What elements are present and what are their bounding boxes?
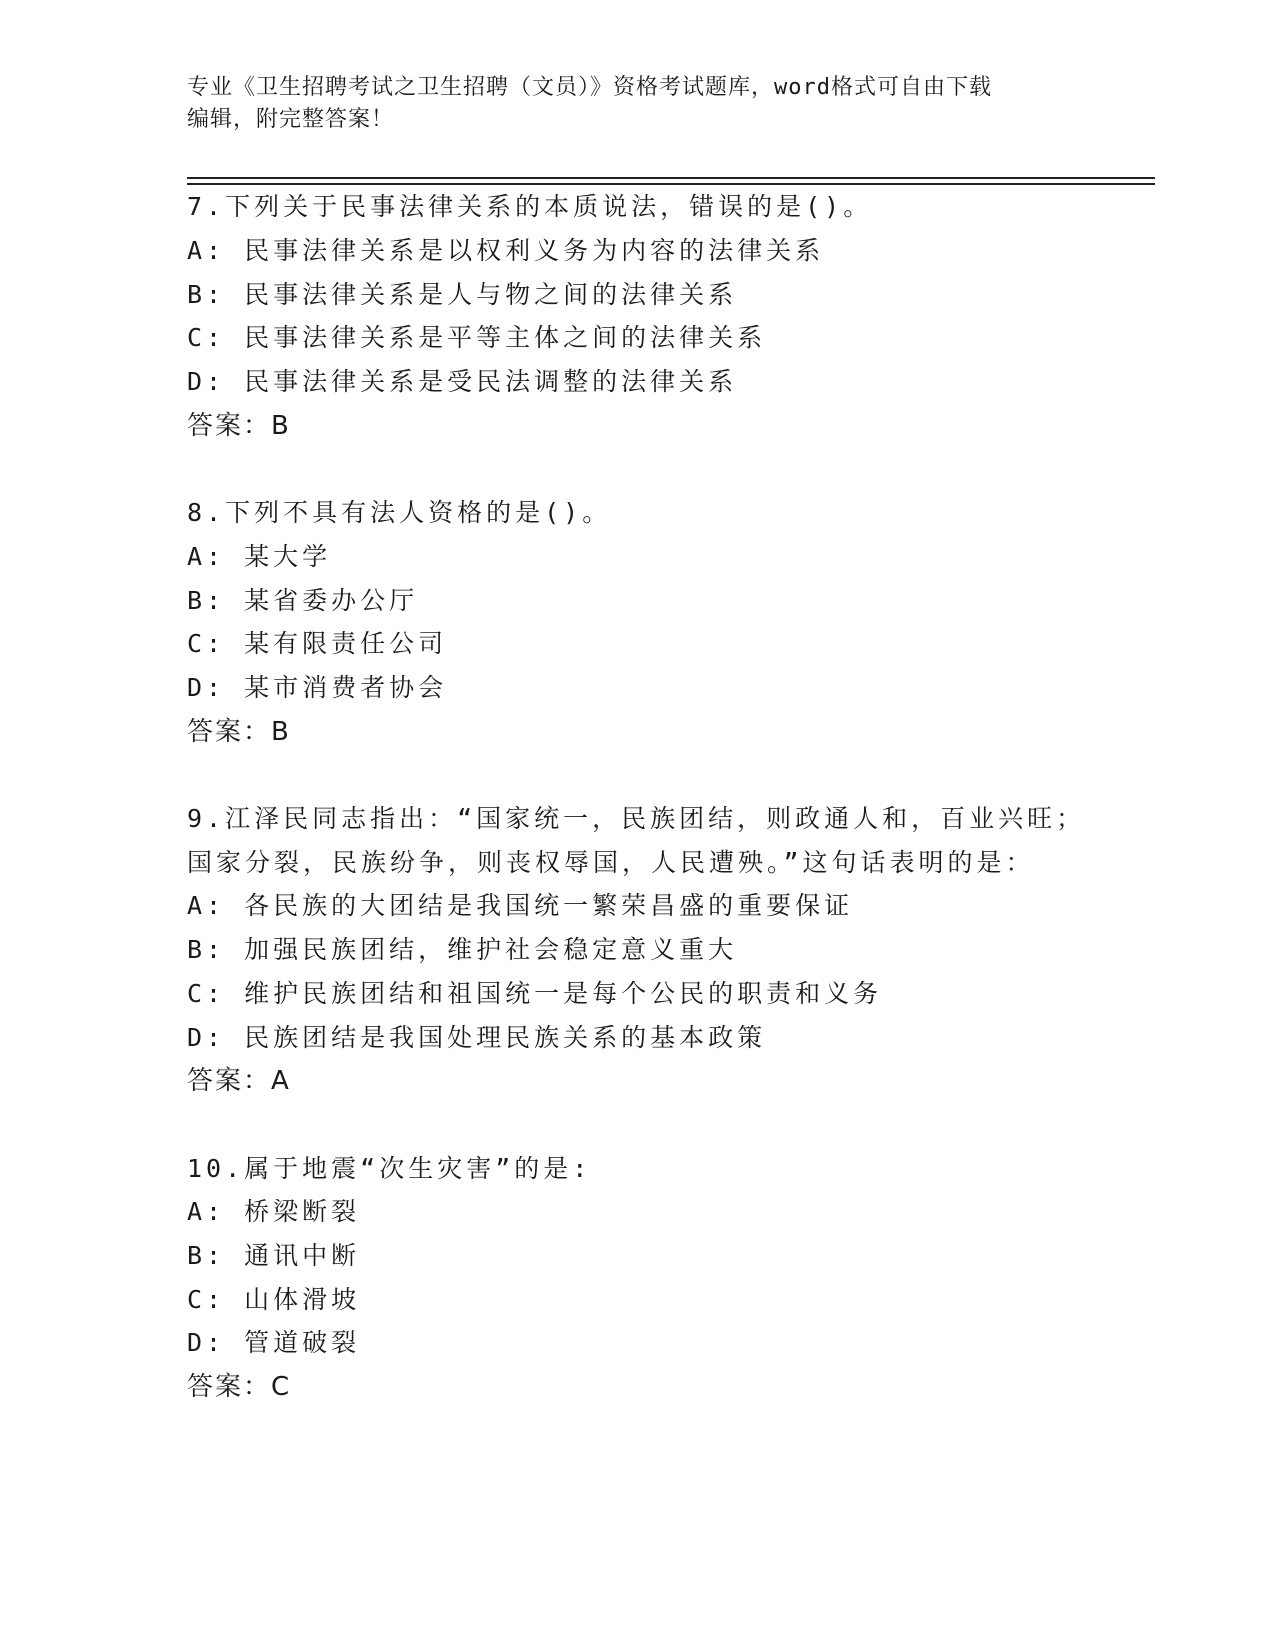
- header-line-2: 编辑，附完整答案！: [187, 107, 395, 132]
- answer-label: 答案：A: [187, 1066, 291, 1096]
- document-header: [187, 72, 1087, 136]
- option-d: D: 民事法律关系是受民法调整的法律关系: [187, 367, 738, 396]
- option-d: D: 民族团结是我国处理民族关系的基本政策: [187, 1023, 767, 1052]
- answer-label: 答案：B: [187, 717, 291, 747]
- option-c: C: 民事法律关系是平等主体之间的法律关系: [187, 323, 767, 352]
- question-stem-continued: 国家分裂，民族纷争，则丧权辱国，人民遭殃。”这句话表明的是：: [187, 848, 1035, 877]
- header-line-1: 专业《卫生招聘考试之卫生招聘（文员）》资格考试题库，word格式可自由下载: [187, 75, 992, 100]
- option-a: A: 民事法律关系是以权利义务为内容的法律关系: [187, 236, 825, 265]
- option-c: C: 山体滑坡: [187, 1285, 361, 1314]
- option-c: C: 维护民族团结和祖国统一是每个公民的职责和义务: [187, 979, 883, 1008]
- header-rule-top: [187, 177, 1155, 179]
- option-b: B: 加强民族团结，维护社会稳定意义重大: [187, 935, 738, 964]
- answer-label: 答案：C: [187, 1372, 292, 1402]
- option-a: A: 各民族的大团结是我国统一繁荣昌盛的重要保证: [187, 891, 854, 920]
- answer-label: 答案：B: [187, 411, 291, 441]
- option-b: B: 民事法律关系是人与物之间的法律关系: [187, 280, 738, 309]
- question-stem: 9.江泽民同志指出：“国家统一，民族团结，则政通人和，百业兴旺；: [187, 804, 1086, 833]
- option-b: B: 通讯中断: [187, 1241, 361, 1270]
- header-rule-bottom: [187, 183, 1155, 185]
- option-d: D: 某市消费者协会: [187, 673, 448, 702]
- question-stem: 8.下列不具有法人资格的是()。: [187, 498, 612, 527]
- option-a: A: 某大学: [187, 542, 332, 571]
- option-d: D: 管道破裂: [187, 1328, 361, 1357]
- question-stem: 10.属于地震“次生灾害”的是:: [187, 1154, 592, 1183]
- option-b: B: 某省委办公厅: [187, 586, 419, 615]
- option-a: A: 桥梁断裂: [187, 1197, 361, 1226]
- option-c: C: 某有限责任公司: [187, 629, 448, 658]
- question-stem: 7.下列关于民事法律关系的本质说法，错误的是()。: [187, 192, 873, 221]
